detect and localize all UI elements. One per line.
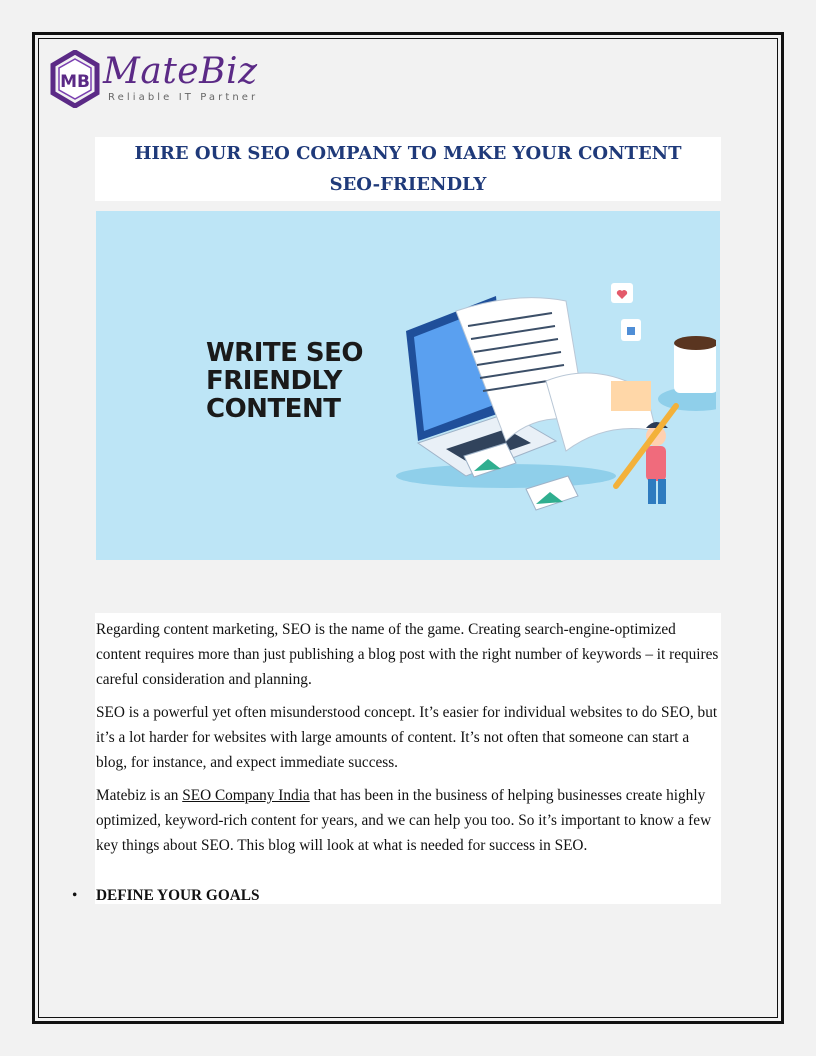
paragraph-3-rest: that has been in the business of helping businesses create highly optimized, keyword-rich content for years, and we can help you too. So it’s important to know a few key things about SEO. This blog will look at what is needed for success in SEO. [96,787,712,854]
content-text-box [95,613,721,904]
banner-line-2: FRIENDLY [206,366,342,396]
logo-tagline: Reliable IT Partner [108,92,259,103]
matebiz-logo[interactable] [50,50,270,110]
hero-banner-image [96,211,720,560]
paragraph-2: SEO is a powerful yet often misunderstood concept. It’s easier for individual websites to do SEO, but it’s a lot harder for websites with large amounts of content. It’s not often that someone can start a blog, for instance, and expect immediate success. [96,704,718,771]
logo-hexagon-icon [50,50,100,108]
paragraph-3-lead: Matebiz is an [96,787,183,804]
page-title: HIRE OUR SEO COMPANY TO MAKE YOUR CONTENT SEO-FRIENDLY [134,143,682,195]
banner-headline [206,339,363,423]
laptop-writer-illustration [356,271,716,511]
bullet-item-define-goals [72,886,259,906]
title-box [95,137,721,201]
bullet-dot: • [72,887,78,904]
seo-company-india-link[interactable]: SEO Company India [182,787,310,804]
logo-wordmark: MateBiz [103,51,258,92]
banner-line-3: CONTENT [206,394,341,424]
banner-line-1: WRITE SEO [206,338,364,368]
bullet-label: DEFINE YOUR GOALS [96,887,260,904]
paragraph-3 [96,783,720,858]
paragraph-1: Regarding content marketing, SEO is the name of the game. Creating search-engine-optimized content requires more than just publishing a blog post with the right number of keywords – it requires careful consideration and planning. [96,621,719,688]
logo-monogram: MB [60,72,90,92]
